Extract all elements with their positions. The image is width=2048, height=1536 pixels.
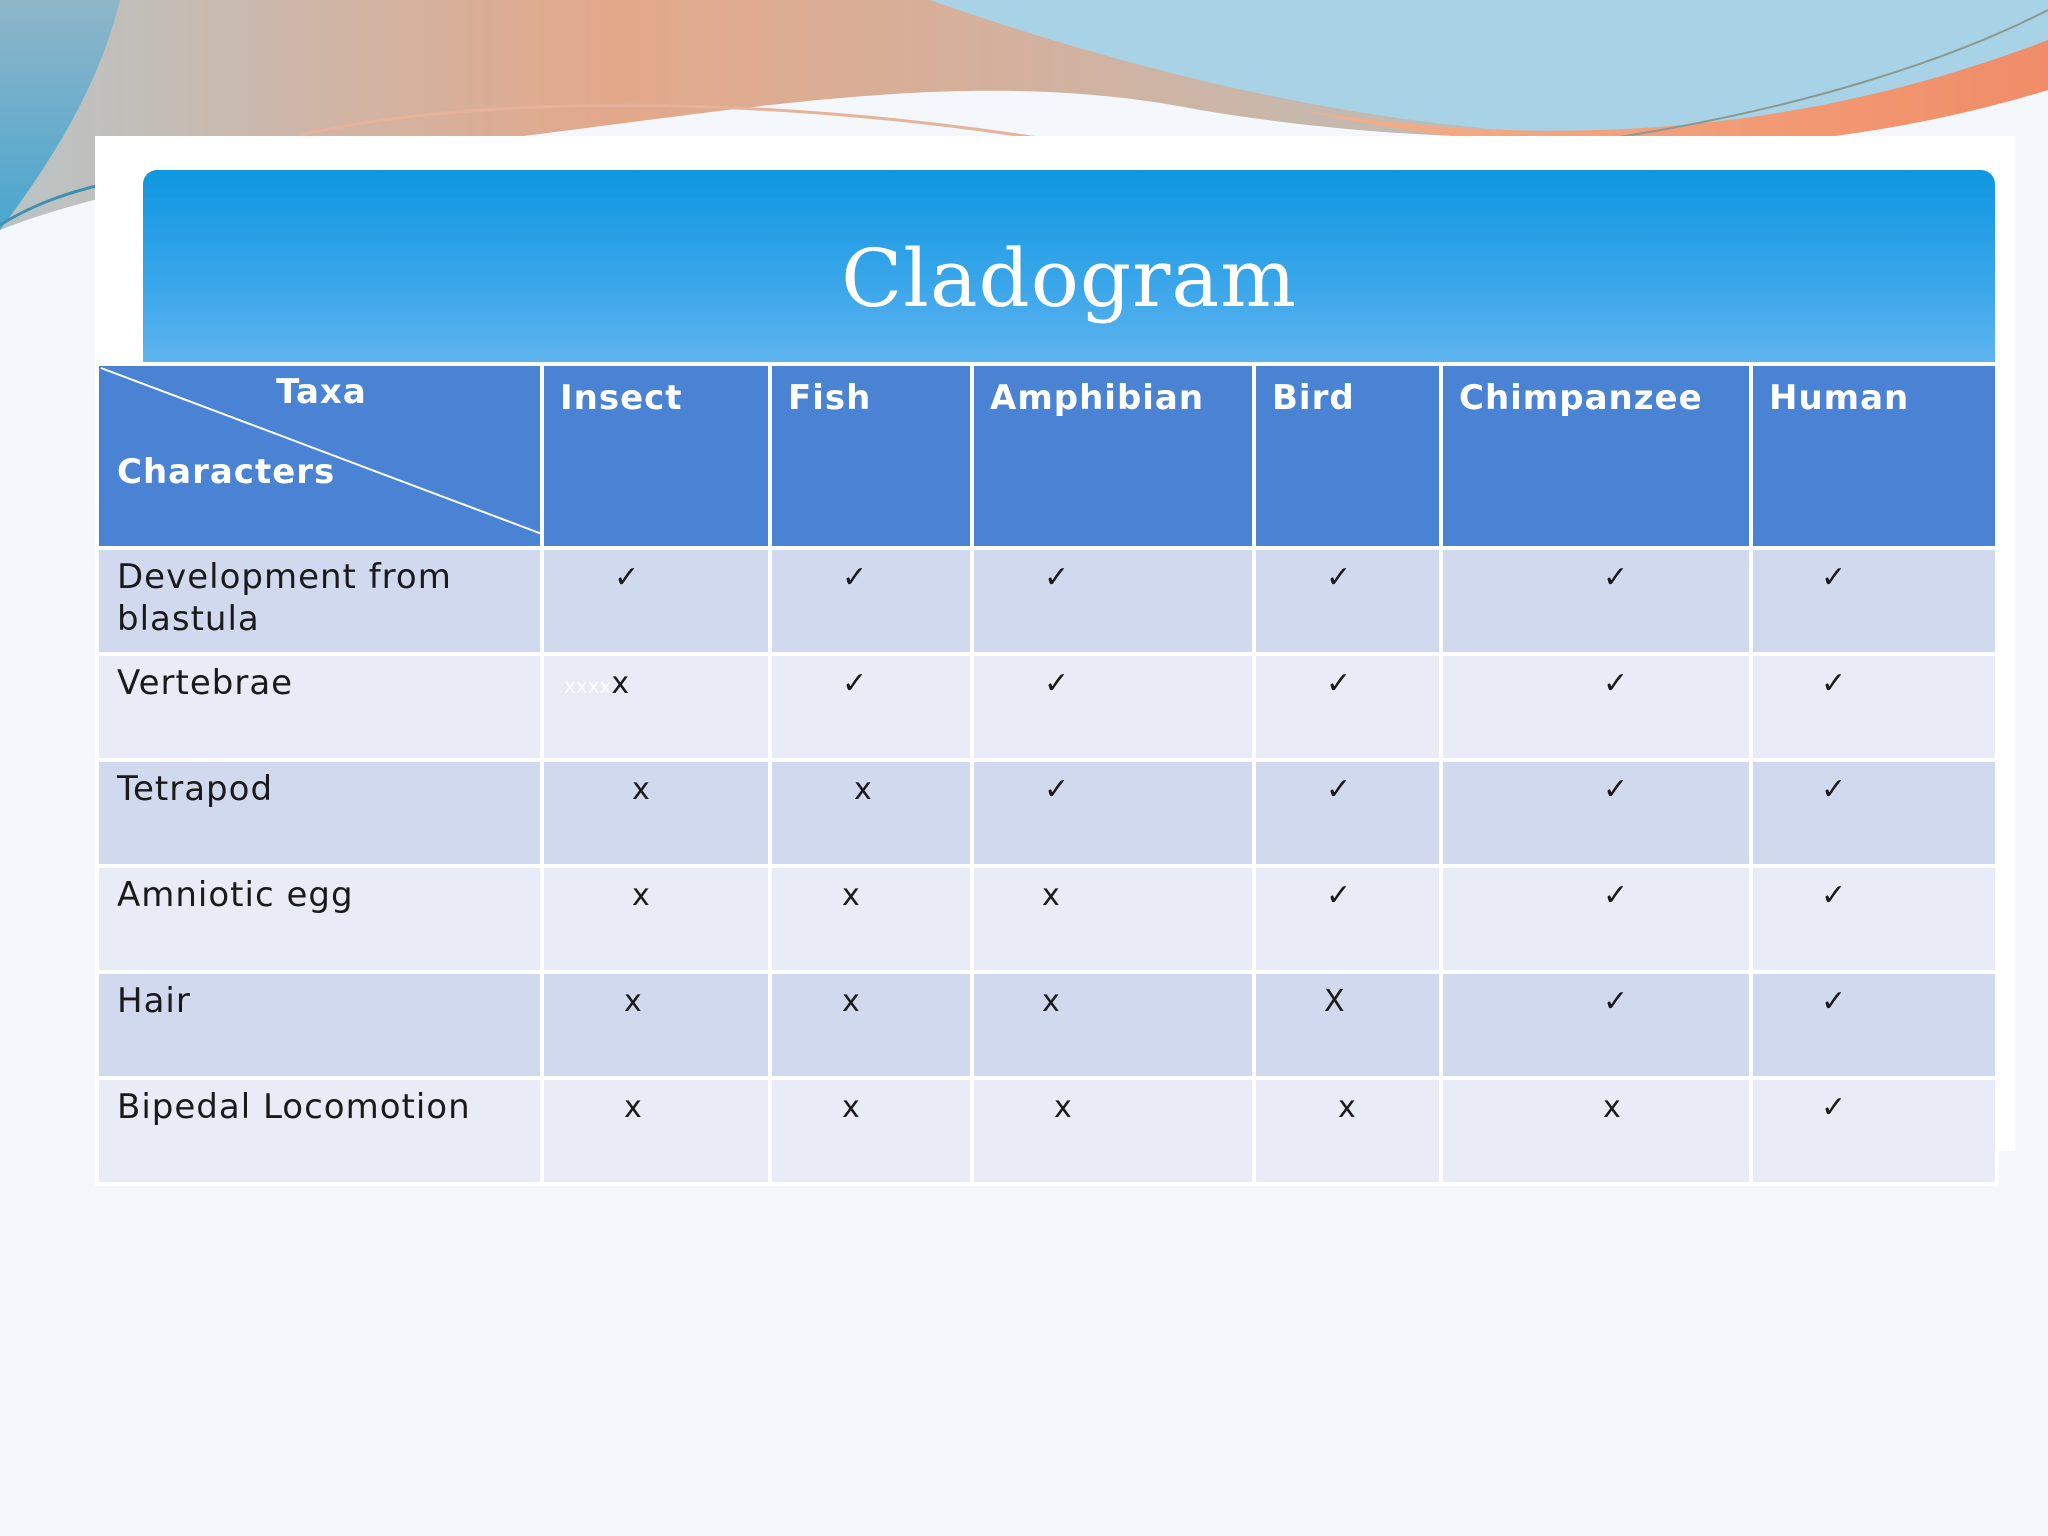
mark-cell: x xyxy=(542,1078,770,1184)
mark-cell: ✓ xyxy=(1441,654,1751,760)
corner-header-cell xyxy=(97,364,542,548)
mark-cell: ✓ xyxy=(972,654,1254,760)
mark-cell: ✓ xyxy=(1441,760,1751,866)
column-header: Insect xyxy=(542,364,770,548)
mark-cell: ✓ xyxy=(1751,866,1997,972)
mark-cell: x xyxy=(972,866,1254,972)
character-label: Amniotic egg xyxy=(97,866,542,972)
mark-cell: ✓ xyxy=(1751,548,1997,654)
mark-cell: ✓ xyxy=(770,548,972,654)
header-row xyxy=(97,364,1997,548)
mark-cell: ✓ xyxy=(1254,654,1441,760)
mark-cell: ✓ xyxy=(770,654,972,760)
mark-cell: x xyxy=(770,972,972,1078)
mark-cell: x xyxy=(542,866,770,972)
mark-cell: x xyxy=(1441,1078,1751,1184)
title-banner xyxy=(143,170,1995,363)
mark-cell: ✓ xyxy=(1751,760,1997,866)
mark-value: x xyxy=(611,666,630,701)
faint-marks: xxxx xyxy=(564,674,612,698)
column-header: Bird xyxy=(1254,364,1441,548)
mark-cell: ✓ xyxy=(1441,972,1751,1078)
table-row xyxy=(97,548,1997,654)
mark-cell: x xyxy=(542,972,770,1078)
character-label: Development from blastula xyxy=(97,548,542,654)
mark-cell: ✓ xyxy=(1751,972,1997,1078)
mark-cell: ✓ xyxy=(1441,866,1751,972)
mark-cell: ✓ xyxy=(1751,654,1997,760)
column-header: Fish xyxy=(770,364,972,548)
table-row xyxy=(97,866,1997,972)
slide-title: Cladogram xyxy=(841,232,1297,325)
mark-cell: x xyxy=(770,760,972,866)
mark-cell: x xyxy=(770,866,972,972)
cladogram-table xyxy=(95,362,1999,1186)
table-row xyxy=(97,760,1997,866)
character-label: Hair xyxy=(97,972,542,1078)
mark-cell: x xyxy=(1254,1078,1441,1184)
mark-cell: ✓ xyxy=(972,548,1254,654)
mark-cell: ✓ xyxy=(1441,548,1751,654)
mark-cell: x xyxy=(972,972,1254,1078)
corner-characters-label: Characters xyxy=(117,452,336,492)
mark-cell: ✓ xyxy=(542,548,770,654)
mark-cell: ✓ xyxy=(1254,866,1441,972)
mark-cell: x xyxy=(972,1078,1254,1184)
mark-cell: ✓ xyxy=(1751,1078,1997,1184)
character-label: Tetrapod xyxy=(97,760,542,866)
corner-taxa-label: Taxa xyxy=(276,372,367,412)
mark-cell: x xyxy=(770,1078,972,1184)
table-row xyxy=(97,972,1997,1078)
mark-cell: ✓ xyxy=(972,760,1254,866)
table-row xyxy=(97,1078,1997,1184)
character-label: Bipedal Locomotion xyxy=(97,1078,542,1184)
mark-cell: X xyxy=(1254,972,1441,1078)
mark-cell: ✓ xyxy=(1254,760,1441,866)
column-header: Human xyxy=(1751,364,1997,548)
mark-cell xyxy=(542,654,770,760)
table-row xyxy=(97,654,1997,760)
mark-cell: ✓ xyxy=(1254,548,1441,654)
mark-cell: x xyxy=(542,760,770,866)
column-header: Amphibian xyxy=(972,364,1254,548)
column-header: Chimpanzee xyxy=(1441,364,1751,548)
character-label: Vertebrae xyxy=(97,654,542,760)
